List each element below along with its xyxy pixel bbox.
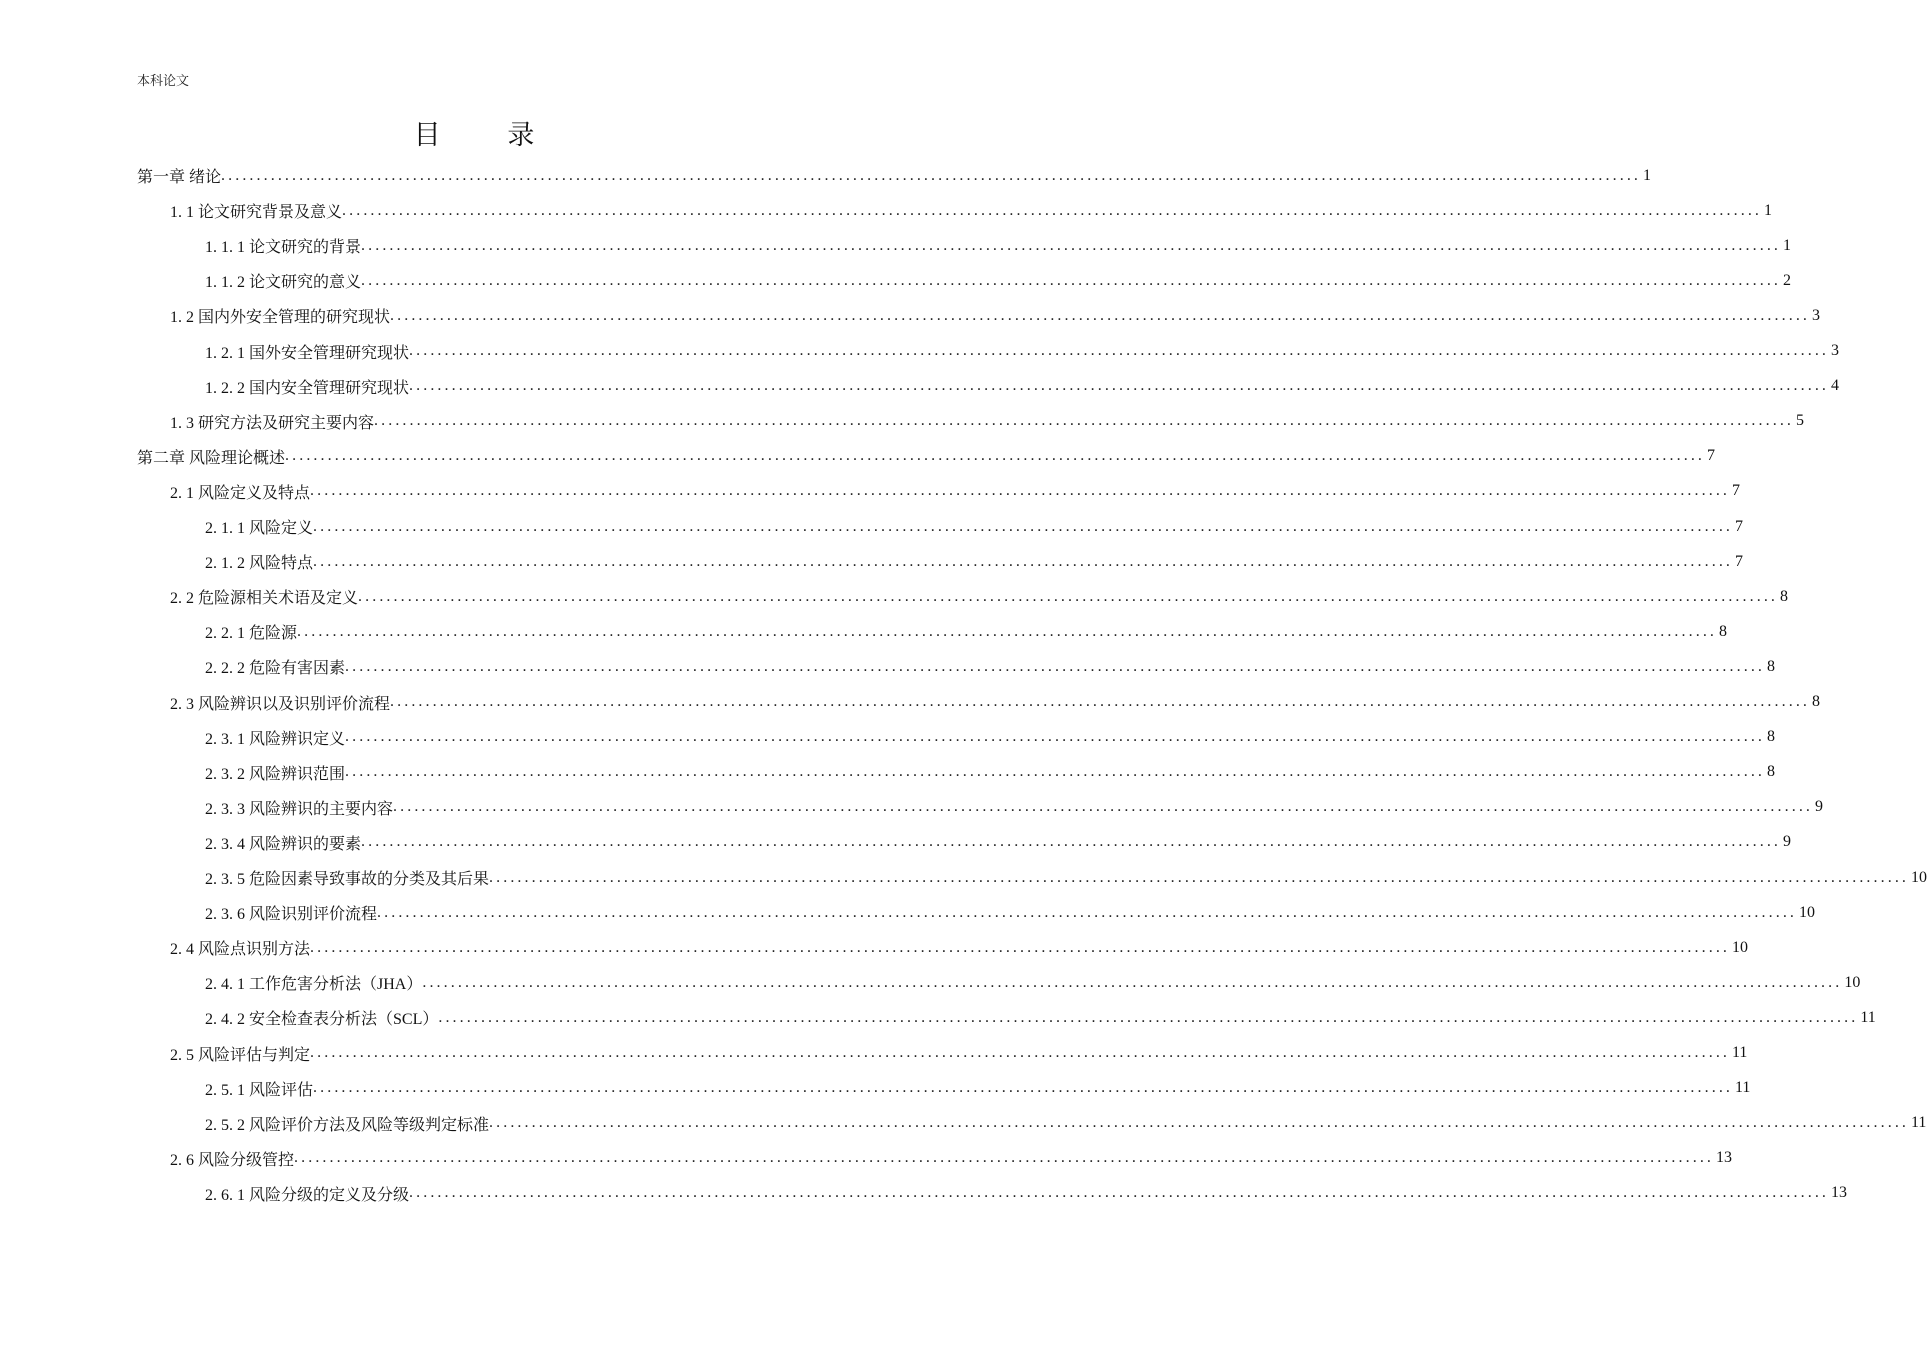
toc-entry-title: 2. 6. 1 风险分级的定义及分级 — [205, 1186, 410, 1204]
toc-entry-title: 2. 1. 1 风险定义 — [205, 520, 314, 537]
toc-entry-page-number: 1 — [1764, 201, 1773, 219]
toc-entry[interactable] — [205, 1071, 1751, 1106]
toc-entry-page-number: 2 — [1783, 271, 1792, 289]
toc-entry[interactable] — [205, 614, 1728, 649]
toc-entry-title: 2. 5 风险评估与判定 — [170, 1046, 311, 1064]
toc-entry[interactable] — [137, 439, 1716, 474]
toc-entry-page-number: 7 — [1707, 447, 1716, 465]
toc-entry-page-number: 7 — [1732, 482, 1741, 500]
dot-leader: ........................................................................................................................................................................................................ — [390, 306, 1811, 324]
toc-entry[interactable] — [205, 509, 1744, 544]
dot-leader: ........................................................................................................................................................................................................ — [297, 622, 1718, 640]
toc-entry-page-number: 8 — [1719, 622, 1728, 640]
toc-entry[interactable] — [170, 474, 1741, 509]
toc-entry-title: 2. 4 风险点识别方法 — [170, 941, 311, 959]
toc-entry-title: 2. 2 危险源相关术语及定义 — [170, 590, 359, 608]
toc-entry-title: 2. 4. 2 安全检查表分析法（SCL） — [205, 1011, 439, 1029]
dot-leader: ........................................................................................................................................................................................................ — [489, 868, 1910, 886]
dot-leader: ........................................................................................................................................................................................................ — [422, 973, 1843, 991]
dot-leader: ........................................................................................................................................................................................................ — [377, 903, 1798, 921]
toc-entry-page-number: 1 — [1643, 166, 1652, 184]
toc-entry-page-number: 13 — [1716, 1149, 1733, 1167]
toc-entry[interactable] — [205, 755, 1776, 790]
toc-entry-title: 2. 3. 1 风险辨识定义 — [205, 730, 346, 748]
toc-entry[interactable] — [205, 228, 1792, 263]
toc-entry[interactable] — [205, 825, 1792, 860]
toc-entry-page-number: 10 — [1844, 973, 1861, 991]
toc-entry-title: 1. 1. 2 论文研究的意义 — [205, 274, 362, 292]
toc-entry[interactable] — [170, 1036, 1748, 1071]
toc-entry[interactable] — [205, 263, 1792, 298]
toc-entry[interactable] — [205, 860, 1927, 895]
toc-entry-title: 2. 3. 2 风险辨识范围 — [205, 765, 346, 783]
toc-entry-page-number: 8 — [1767, 657, 1776, 675]
toc-entry-title: 2. 6 风险分级管控 — [170, 1151, 295, 1169]
toc-entry-page-number: 10 — [1732, 938, 1749, 956]
dot-leader: ........................................................................................................................................................................................................ — [310, 1044, 1731, 1061]
toc-entry-page-number: 3 — [1812, 306, 1821, 324]
toc-entry-page-number: 7 — [1735, 552, 1744, 570]
dot-leader: ........................................................................................................................................................................................................ — [345, 763, 1766, 781]
dot-leader: ........................................................................................................................................................................................................ — [358, 587, 1779, 605]
dot-leader: ........................................................................................................................................................................................................ — [409, 377, 1830, 395]
toc-entry-page-number: 8 — [1812, 693, 1821, 710]
toc-entry[interactable] — [170, 298, 1821, 333]
toc-entry-page-number: 7 — [1735, 517, 1744, 535]
dot-leader: ........................................................................................................................................................................................................ — [294, 1149, 1715, 1167]
toc-entry[interactable] — [170, 579, 1789, 614]
toc-title: 目 录 — [413, 120, 565, 150]
toc-entry-title: 2. 5. 2 风险评价方法及风险等级判定标准 — [205, 1116, 490, 1134]
dot-leader: ........................................................................................................................................................................................................ — [345, 728, 1766, 746]
toc-entry-page-number: 10 — [1911, 868, 1927, 886]
toc-entry-title: 2. 3. 3 风险辨识的主要内容 — [205, 800, 394, 818]
toc-entry-title: 1. 2 国内外安全管理的研究现状 — [170, 309, 391, 327]
toc-entry[interactable] — [170, 930, 1749, 965]
toc-entry-page-number: 11 — [1911, 1114, 1927, 1132]
dot-leader: ........................................................................................................................................................................................................ — [221, 166, 1642, 184]
toc-entry-title: 2. 3. 4 风险辨识的要素 — [205, 835, 362, 853]
toc-entry[interactable] — [170, 193, 1773, 228]
toc-entry[interactable] — [205, 1106, 1927, 1141]
toc-entry-title: 2. 3. 6 风险识别评价流程 — [205, 906, 378, 924]
dot-leader: ........................................................................................................................................................................................................ — [285, 447, 1706, 465]
dot-leader: ........................................................................................................................................................................................................ — [361, 833, 1782, 851]
toc-entry[interactable] — [205, 334, 1840, 369]
toc-entry-title: 1. 2. 1 国外安全管理研究现状 — [205, 344, 410, 362]
toc-entry-title: 2. 2. 2 危险有害因素 — [205, 660, 346, 678]
dot-leader: ........................................................................................................................................................................................................ — [361, 271, 1782, 289]
toc-entry-title: 2. 4. 1 工作危害分析法（JHA） — [205, 976, 423, 994]
page-header-label: 本科论文 — [137, 73, 190, 88]
toc-entry-page-number: 11 — [1860, 1008, 1876, 1026]
toc-entry[interactable] — [137, 158, 1652, 193]
toc-entry-title: 2. 3 风险辨识以及识别评价流程 — [170, 695, 391, 713]
toc-entry-page-number: 1 — [1783, 236, 1792, 254]
toc-entry[interactable] — [205, 790, 1824, 825]
toc-entry[interactable] — [205, 544, 1744, 579]
dot-leader: ........................................................................................................................................................................................................ — [361, 236, 1782, 254]
toc-entry[interactable] — [205, 720, 1776, 755]
toc-entry-title: 1. 1. 1 论文研究的背景 — [205, 239, 362, 257]
dot-leader: ........................................................................................................................................................................................................ — [310, 482, 1731, 500]
toc-entry-page-number: 3 — [1831, 342, 1840, 359]
toc-entry-title: 1. 3 研究方法及研究主要内容 — [170, 414, 375, 432]
toc-entry[interactable] — [170, 404, 1805, 439]
toc-entry-title: 第一章 绪论 — [137, 169, 222, 186]
toc-entry-page-number: 8 — [1780, 587, 1789, 605]
toc-entry-title: 2. 3. 5 危险因素导致事故的分类及其后果 — [205, 871, 490, 888]
toc-entry[interactable] — [205, 965, 1861, 1000]
toc-entry-title: 1. 2. 2 国内安全管理研究现状 — [205, 379, 410, 397]
toc-entry[interactable] — [170, 1141, 1733, 1176]
toc-entry-page-number: 8 — [1767, 763, 1776, 781]
toc-entry[interactable] — [205, 895, 1816, 930]
toc-entry-page-number: 8 — [1767, 728, 1776, 746]
dot-leader: ........................................................................................................................................................................................................ — [313, 1079, 1734, 1097]
dot-leader: ........................................................................................................................................................................................................ — [310, 938, 1731, 956]
toc-entry[interactable] — [205, 1000, 1876, 1035]
dot-leader: ........................................................................................................................................................................................................ — [313, 517, 1734, 535]
dot-leader: ........................................................................................................................................................................................................ — [393, 798, 1814, 816]
toc-entry-page-number: 9 — [1783, 833, 1792, 851]
dot-leader: ........................................................................................................................................................................................................ — [409, 1184, 1830, 1202]
toc-entry-title: 2. 1 风险定义及特点 — [170, 484, 311, 502]
toc-entry[interactable] — [170, 685, 1821, 720]
toc-entry-page-number: 5 — [1796, 412, 1805, 430]
dot-leader: ........................................................................................................................................................................................................ — [438, 1008, 1859, 1026]
toc-entry-title: 1. 1 论文研究背景及意义 — [170, 204, 343, 222]
dot-leader: ........................................................................................................................................................................................................ — [374, 412, 1795, 430]
dot-leader: ........................................................................................................................................................................................................ — [390, 693, 1811, 710]
dot-leader: ........................................................................................................................................................................................................ — [345, 657, 1766, 675]
toc-entry-title: 2. 5. 1 风险评估 — [205, 1081, 314, 1099]
toc-entry-title: 2. 2. 1 危险源 — [205, 625, 298, 643]
dot-leader: ........................................................................................................................................................................................................ — [342, 201, 1763, 219]
toc-entry[interactable] — [205, 649, 1776, 684]
toc-entry-page-number: 11 — [1732, 1044, 1748, 1061]
dot-leader: ........................................................................................................................................................................................................ — [489, 1114, 1910, 1132]
toc-entry-page-number: 9 — [1815, 798, 1824, 816]
toc-entry-title: 2. 1. 2 风险特点 — [205, 555, 314, 573]
toc-entry-page-number: 11 — [1735, 1079, 1751, 1097]
toc-entry-page-number: 4 — [1831, 377, 1840, 395]
toc-entry[interactable] — [205, 369, 1840, 404]
toc-entry-title: 第二章 风险理论概述 — [137, 449, 286, 467]
toc-entry-page-number: 10 — [1799, 903, 1816, 921]
dot-leader: ........................................................................................................................................................................................................ — [313, 552, 1734, 570]
toc-entry-page-number: 13 — [1831, 1184, 1848, 1202]
dot-leader: ........................................................................................................................................................................................................ — [409, 342, 1830, 359]
toc-entry[interactable] — [205, 1176, 1848, 1211]
